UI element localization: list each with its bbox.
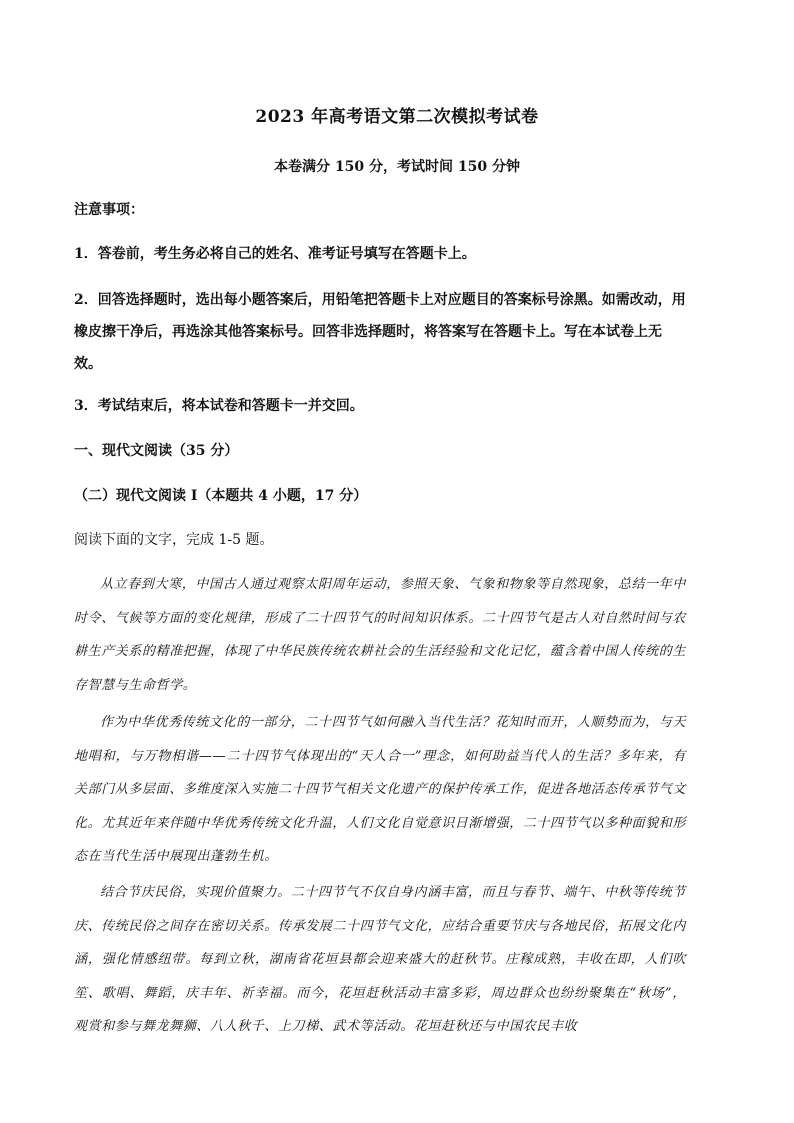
notice-item-3: 3．考试结束后，将本试卷和答题卡一并交回。 [74,398,364,414]
section-heading: 一、现代文阅读（35 分） [74,443,239,459]
notice-item-2: 2．回答选择题时，选出每小题答案后，用铅笔把答题卡上对应题目的答案标号涂黑。如需改动，用橡皮擦干净后，再选涂其他答案标号。回答非选择题时，将答案写在答题卡上。写在本试卷上无效。 [74,292,686,372]
reading-paragraph-2: 作为中华优秀传统文化的一部分，二十四节气如何融入当代生活？花知时而开，人顺势而为，与天地唱和，与万物相谐——二十四节气体现出的“天人合一”理念，如何助益当代人的生活？多年来，有关部门从多层面、多维度深入实施二十四节气相关文化遗产的保护传承工作，促进各地活态传承节气文化。尤其近年来伴随中华优秀传统文化升温，人们文化自觉意识日渐增强，二十四节气以多种面貌和形态在当代生活中展现出蓬勃生机。 [74,715,687,864]
exam-title: 2023 年高考语文第二次模拟考试卷 [255,107,539,127]
notice-item-1: 1．答卷前，考生务必将自己的姓名、准考证号填写在答题卡上。 [74,246,476,262]
reading-paragraph-3: 结合节庆民俗，实现价值聚力。二十四节气不仅自身内涵丰富，而且与春节、端午、中秋等传统节庆、传统民俗之间存在密切关系。传承发展二十四节气文化，应结合重要节庆与各地民俗，拓展文化内涵，强化情感纽带。每到立秋，湖南省花垣县都会迎来盛大的赶秋节。庄稼成熟，丰收在即，人们吹笙、歌唱、舞蹈，庆丰年、祈幸福。而今，花垣赶秋活动丰富多彩，周边群众也纷纷聚集在“秋场”，观赏和参与舞龙舞狮、八人秋千、上刀梯、武术等活动。花垣赶秋还与中国农民丰收 [74,885,687,1034]
subsection-heading: （二）现代文阅读 I（本题共 4 小题，17 分） [74,488,368,504]
reading-instruction: 阅读下面的文字，完成 1-5 题。 [74,532,274,548]
reading-paragraph-1: 从立春到大寒，中国古人通过观察太阳周年运动，参照天象、气象和物象等自然现象，总结一年中时令、气候等方面的变化规律，形成了二十四节气的时间知识体系。二十四节气是古人对自然时间与农耕生产关系的精准把握，体现了中华民族传统农耕社会的生活经验和文化记忆，蕴含着中国人传统的生存智慧与生命哲学。 [74,577,687,693]
notice-heading: 注意事项： [74,202,144,218]
exam-subtitle: 本卷满分 150 分，考试时间 150 分钟 [274,159,520,175]
